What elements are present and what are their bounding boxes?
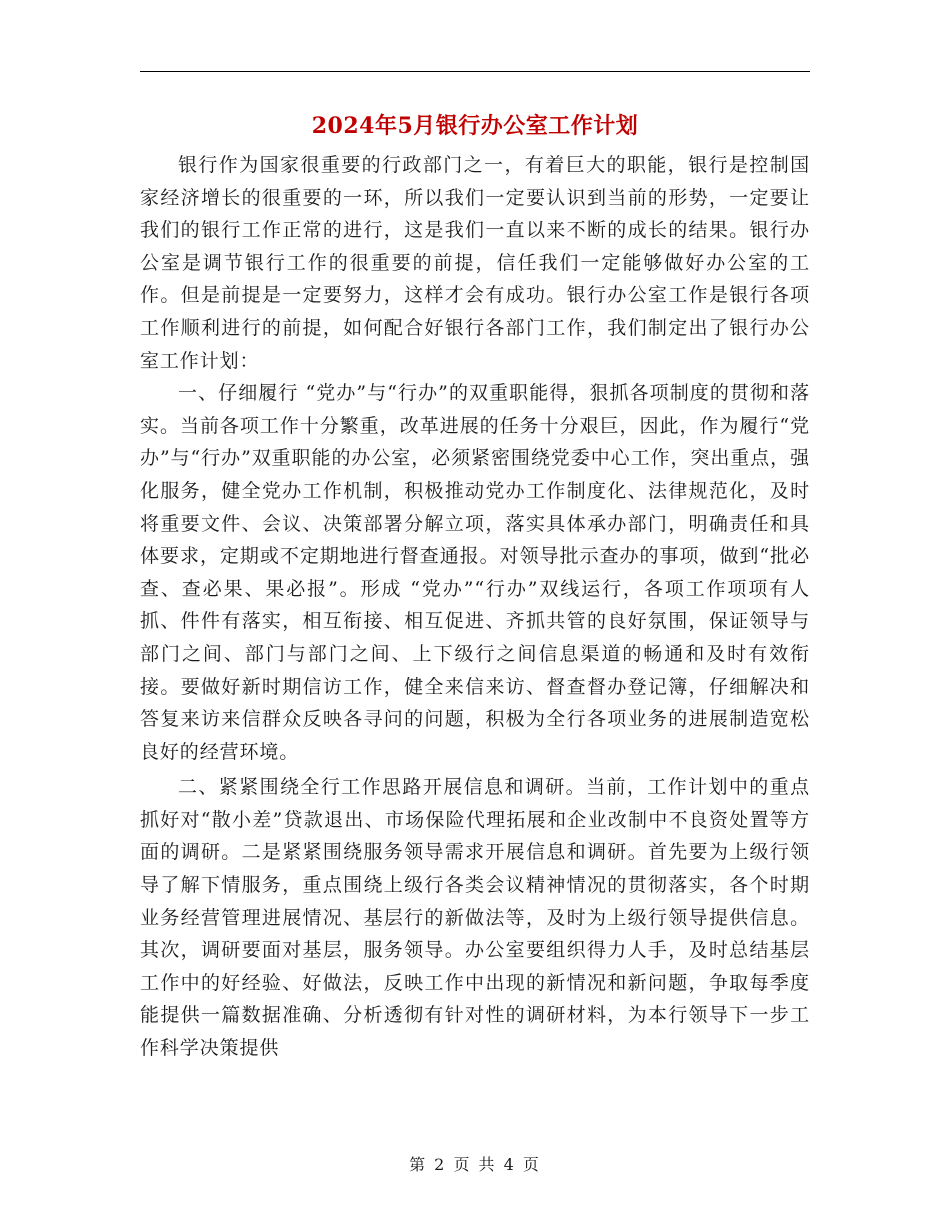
paragraph-section-one: 一、仔细履行 “党办”与“行办”的双重职能得，狠抓各项制度的贯彻和落实。当前各项工作十分繁重，改革进展的任务十分艰巨，因此，作为履行“党办”与“行办”双重职能的办公室，必须紧密围绕党委中心工作，突出重点，强化服务，健全党办工作机制，积极推动党办工作制度化、法律规范化，及时将重要文件、会议、决策部署分解立项，落实具体承办部门，明确责任和具体要求，定期或不定期地进行督查通报。对领导批示查办的事项，做到“批必查、查必果、果必报”。形成 “党办”“行办”双线运行，各项工作项项有人抓、件件有落实，相互衔接、相互促进、齐抓共管的良好氛围，保证领导与部门之间、部门与部门之间、上下级行之间信息渠道的畅通和及时有效衔接。要做好新时期信访工作，健全来信来访、督查督办登记簿，仔细解决和答复来访来信群众反映各寻问的问题，积极为全行各项业务的进展制造宽松良好的经营环境。 xyxy=(140,382,810,763)
page-number: 第 2 页 共 4 页 xyxy=(409,1155,541,1174)
header-rule xyxy=(140,71,810,72)
document-title: 2024年5月银行办公室工作计划 xyxy=(311,113,639,139)
paragraph-section-two: 二、紧紧围绕全行工作思路开展信息和调研。当前，工作计划中的重点抓好对“散小差”贷款退出、市场保险代理拓展和企业改制中不良资处置等方面的调研。二是紧紧围绕服务领导需求开展信息和调研。首先要为上级行领导了解下情服务，重点围绕上级行各类会议精神情况的贯彻落实，各个时期业务经营管理进展情况、基层行的新做法等，及时为上级行领导提供信息。其次，调研要面对基层，服务领导。办公室要组织得力人手，及时总结基层工作中的好经验、好做法，反映工作中出现的新情况和新问题，争取每季度能提供一篇数据准确、分析透彻有针对性的调研材料，为本行领导下一步工作科学决策提供 xyxy=(140,776,810,1060)
paragraph-intro: 银行作为国家很重要的行政部门之一，有着巨大的职能，银行是控制国家经济增长的很重要的一环，所以我们一定要认识到当前的形势，一定要让我们的银行工作正常的进行，这是我们一直以来不断的成长的结果。银行办公室是调节银行工作的很重要的前提，信任我们一定能够做好办公室的工作。但是前提是一定要努力，这样才会有成功。银行办公室工作是银行各项工作顺利进行的前提，如何配合好银行各部门工作，我们制定出了银行办公室工作计划： xyxy=(140,154,810,372)
document-body xyxy=(140,149,810,1065)
